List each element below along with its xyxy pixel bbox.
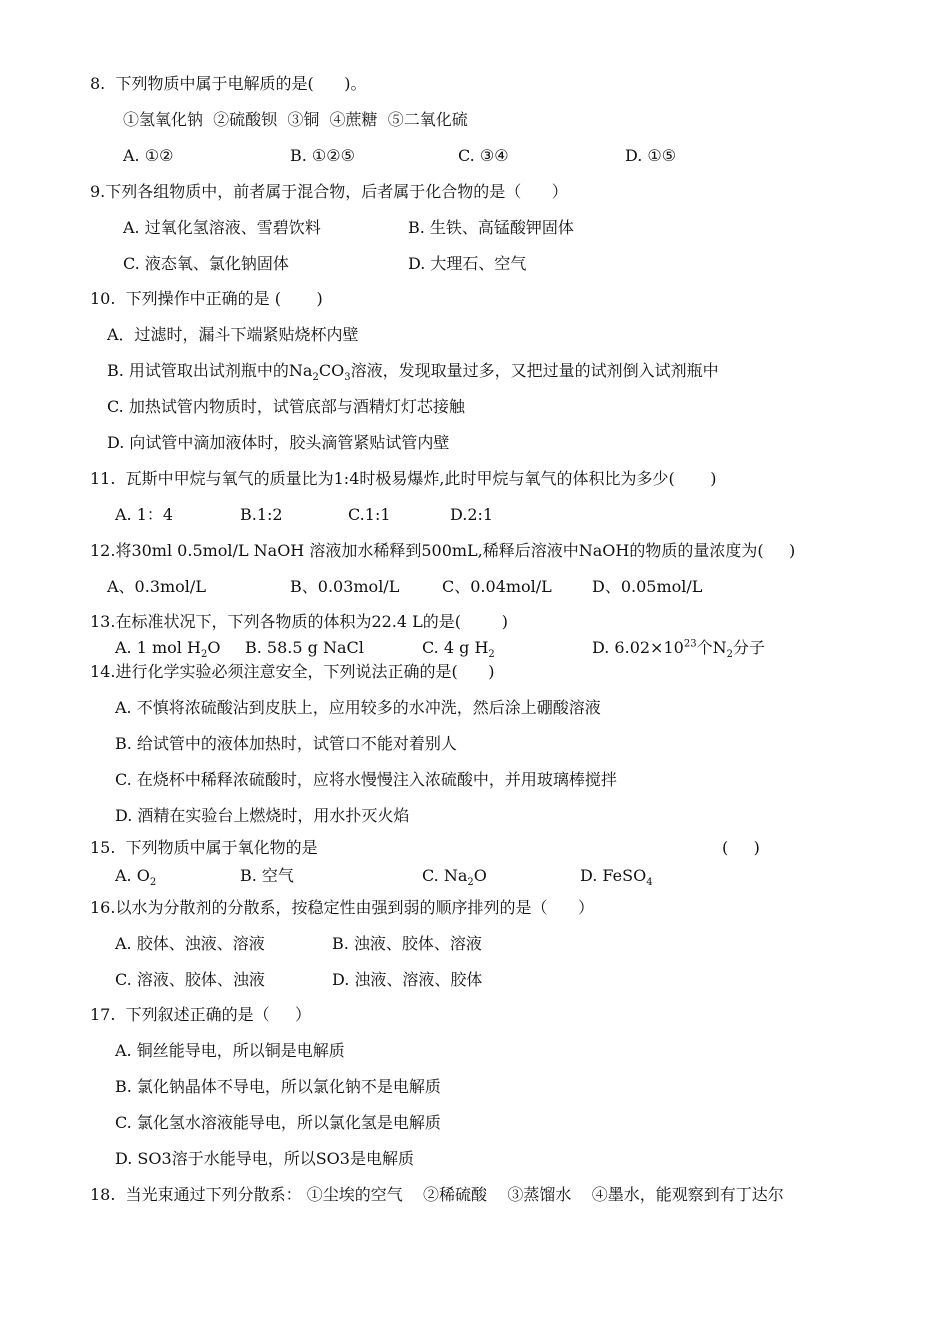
- q17-option-b: B. 氯化钠晶体不导电，所以氯化钠不是电解质: [115, 1077, 441, 1096]
- q9-stem: 9.下列各组物质中，前者属于混合物，后者属于化合物的是（ ）: [90, 182, 568, 201]
- q11-stem: 11. 瓦斯中甲烷与氧气的质量比为1:4时极易爆炸,此时甲烷与氧气的体积比为多少( ): [90, 469, 717, 488]
- q17-stem: 17. 下列叙述正确的是（ ）: [90, 1005, 312, 1024]
- q12-option-c: C、0.04mol/L: [442, 577, 552, 596]
- q13-option-d: D. $6.02\times 10^{23}$个$N_2$分子: [592, 638, 765, 661]
- q16-stem: 16.以水为分散剂的分散系，按稳定性由强到弱的顺序排列的是（ ）: [90, 898, 594, 917]
- q10-option-b: B. 用试管取出试剂瓶中的$Na_2CO_3$溶液，发现取量过多，又把过量的试剂倒入试剂瓶中: [107, 361, 719, 384]
- q8-option-b: B. ①②⑤: [290, 146, 355, 165]
- q8-option-c: C. ③④: [458, 146, 509, 165]
- q8-stem: 8. 下列物质中属于电解质的是( )。: [90, 74, 367, 93]
- q15-option-d: D. FeSO$_4$: [580, 866, 653, 889]
- q14-option-b: B. 给试管中的液体加热时，试管口不能对着别人: [115, 734, 457, 753]
- q16-option-c: C. 溶液、胶体、浊液: [115, 970, 265, 989]
- q11-option-b: B.1:2: [240, 505, 283, 524]
- q12-option-a: A、0.3mol/L: [107, 577, 206, 596]
- q10-option-c: C. 加热试管内物质时，试管底部与酒精灯灯芯接触: [107, 397, 465, 416]
- q15-stem: 15. 下列物质中属于氧化物的是: [90, 838, 318, 857]
- q14-option-a: A. 不慎将浓硫酸沾到皮肤上，应用较多的水冲洗，然后涂上硼酸溶液: [115, 698, 601, 717]
- q10-stem: 10. 下列操作中正确的是 ( ): [90, 289, 323, 308]
- q17-option-c: C. 氯化氢水溶液能导电，所以氯化氢是电解质: [115, 1113, 441, 1132]
- q14-option-d: D. 酒精在实验台上燃烧时，用水扑灭火焰: [115, 806, 410, 825]
- q15-option-c: C. $Na_2O$: [422, 866, 487, 889]
- q18-stem: 18. 当光束通过下列分散系： ①尘埃的空气 ②稀硫酸 ③蒸馏水 ④墨水，能观察到有丁达尔: [90, 1185, 784, 1204]
- q16-option-a: A. 胶体、浊液、溶液: [115, 934, 265, 953]
- q14-option-c: C. 在烧杯中稀释浓硫酸时，应将水慢慢注入浓硫酸中，并用玻璃棒搅拌: [115, 770, 617, 789]
- q10-option-d: D. 向试管中滴加液体时，胶头滴管紧贴试管内壁: [107, 433, 450, 452]
- q8-option-a: A. ①②: [123, 146, 174, 165]
- q9-option-b: B. 生铁、高锰酸钾固体: [408, 218, 574, 237]
- q14-stem: 14.进行化学实验必须注意安全，下列说法正确的是( ): [90, 662, 495, 681]
- q11-option-c: C.1:1: [348, 505, 391, 524]
- q8-option-d: D. ①⑤: [625, 146, 677, 165]
- q13-option-a: A. 1 mol $H_2O$: [115, 638, 221, 661]
- q16-option-d: D. 浊液、溶液、胶体: [332, 970, 483, 989]
- q9-option-d: D. 大理石、空气: [408, 254, 527, 273]
- q17-option-a: A. 铜丝能导电，所以铜是电解质: [115, 1041, 345, 1060]
- q12-option-d: D、0.05mol/L: [592, 577, 703, 596]
- q10-option-a: A．过滤时，漏斗下端紧贴烧杯内壁: [107, 325, 359, 344]
- q17-option-d: D. SO3溶于水能导电，所以SO3是电解质: [115, 1149, 414, 1168]
- q12-stem: 12.将30ml 0.5mol/L NaOH 溶液加水稀释到500mL,稀释后溶液中NaOH的物质的量浓度为( ): [90, 541, 796, 560]
- q9-option-c: C. 液态氧、氯化钠固体: [123, 254, 289, 273]
- q13-option-c: C. 4 g $H_2$: [422, 638, 495, 661]
- q11-option-a: A. 1：4: [115, 505, 174, 524]
- q16-option-b: B. 浊液、胶体、溶液: [332, 934, 482, 953]
- q15-option-a: A. $O_2$: [115, 866, 157, 889]
- q8-items: ①氢氧化钠 ②硫酸钡 ③铜 ④蔗糖 ⑤二氧化硫: [123, 110, 468, 129]
- q9-option-a: A. 过氧化氢溶液、雪碧饮料: [123, 218, 321, 237]
- q13-stem: 13.在标准状况下，下列各物质的体积为22.4 L的是( ): [90, 612, 508, 631]
- q12-option-b: B、0.03mol/L: [290, 577, 400, 596]
- q15-answer-paren: ( ): [722, 838, 760, 857]
- q13-option-b: B. 58.5 g NaCl: [245, 638, 364, 657]
- q15-option-b: B. 空气: [240, 866, 294, 885]
- q11-option-d: D.2:1: [450, 505, 494, 524]
